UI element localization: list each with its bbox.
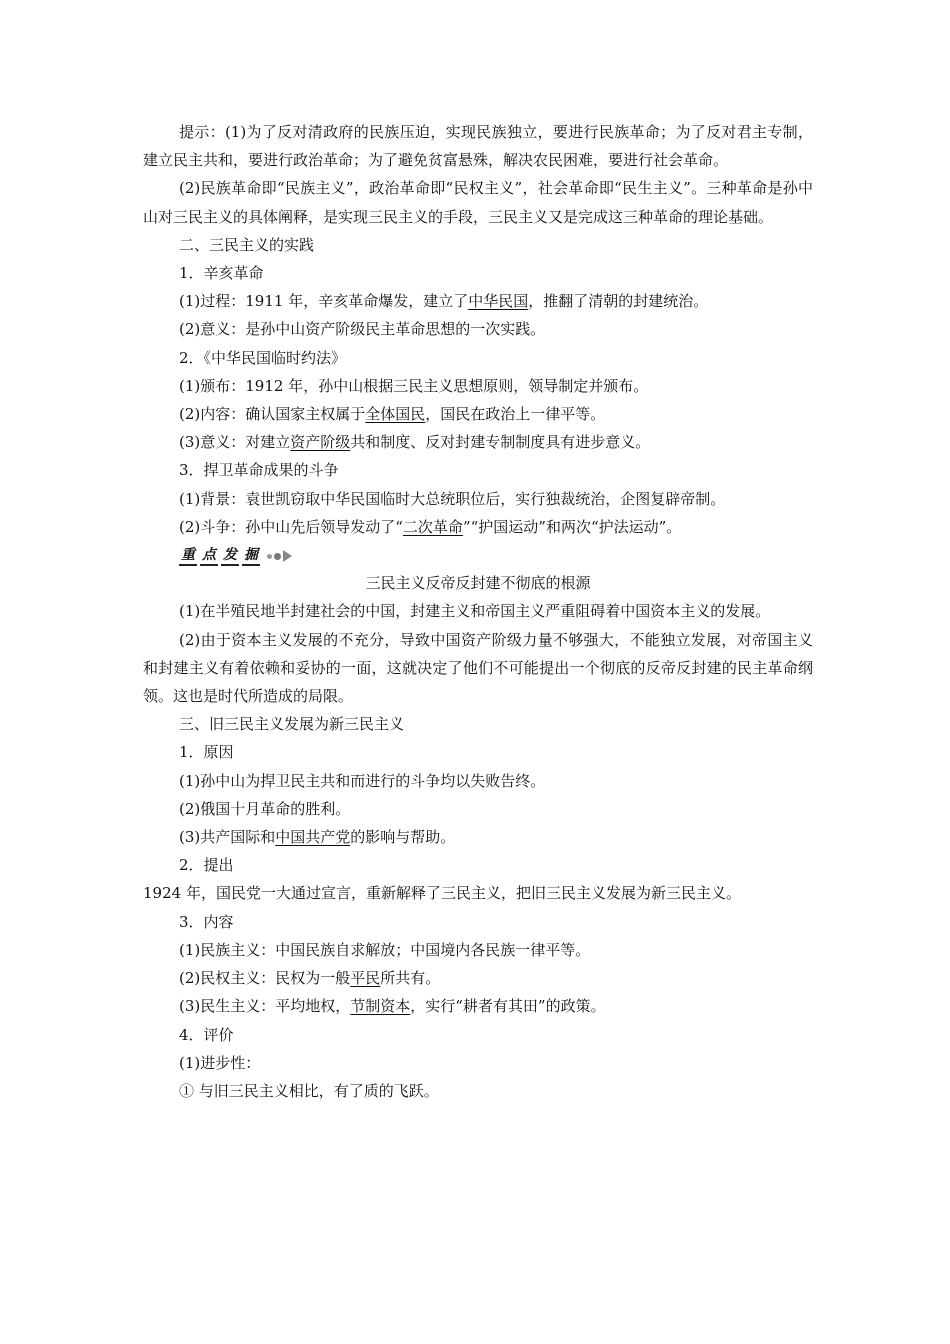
section-heading-3: 三、旧三民主义发展为新三民主义 xyxy=(179,715,405,734)
underlined-term: 全体国民 xyxy=(365,405,426,424)
underlined-term: 中华民国 xyxy=(468,292,529,311)
underlined-term: 节制资本 xyxy=(350,997,411,1016)
badge-char: 发 xyxy=(221,546,239,566)
content-nationalism: (1)民族主义：中国民族自求解放；中国境内各民族一律平等。 xyxy=(179,940,591,959)
underlined-term: 平民 xyxy=(350,969,381,988)
hint-paragraph-1: 提示：(1)为了反对清政府的民族压迫，实现民族独立，要进行民族革命；为了反对君主专制，建立民主共和，要进行政治革命；为了避免贫富悬殊，解决农民困难，要进行社会革命。 xyxy=(143,123,813,170)
content-livelihood: (3)民生主义：平均地权，节制资本，实行“耕者有其田”的政策。 xyxy=(179,997,606,1016)
item-promulgation: (1)颁布：1912 年，孙中山根据三民主义思想原则，领导制定并颁布。 xyxy=(179,376,649,395)
section-heading-2: 二、三民主义的实践 xyxy=(179,235,315,254)
focus-badge xyxy=(143,541,813,569)
item-content: (2)内容：确认国家主权属于全体国民，国民在政治上一律平等。 xyxy=(179,405,606,424)
item-struggle: (2)斗争：孙中山先后领导发动了“二次革命”“护国运动”和两次“护法运动”。 xyxy=(179,517,682,536)
badge-arrow-icon xyxy=(267,550,292,562)
subheading-provisional-constitution: 2．《中华民国临时约法》 xyxy=(179,348,347,367)
item-meaning: (3)意义：对建立资产阶级共和制度、反对封建专制制度具有进步意义。 xyxy=(179,433,651,452)
item-background: (1)背景：袁世凯窃取中华民国临时大总统职位后，实行独裁统治，企图复辟帝制。 xyxy=(179,489,726,508)
underlined-term: 资产阶级 xyxy=(290,433,351,452)
badge-char: 点 xyxy=(200,546,218,566)
reason-2: (2)俄国十月革命的胜利。 xyxy=(179,799,351,818)
item-significance: (2)意义：是孙中山资产阶级民主革命思想的一次实践。 xyxy=(179,320,546,339)
badge-char: 掘 xyxy=(242,546,260,566)
document-page xyxy=(143,118,813,1105)
subheading-xinhai: 1．辛亥革命 xyxy=(179,264,264,283)
subheading-evaluation: 4．评价 xyxy=(179,1025,234,1044)
subheading-defend-revolution: 3．捍卫革命成果的斗争 xyxy=(179,461,339,480)
reason-3: (3)共产国际和中国共产党的影响与帮助。 xyxy=(179,828,456,847)
evaluation-progressive: (1)进步性： xyxy=(179,1053,261,1072)
hint-paragraph-2: (2)民族革命即“民族主义”，政治革命即“民权主义”，社会革命即“民生主义”。三种革命是孙中山对三民主义的具体阐释，是实现三民主义的手段，三民主义又是完成这三种革命的理论基础。 xyxy=(143,179,813,226)
focus-paragraph-2: (2)由于资本主义发展的不充分，导致中国资产阶级力量不够强大，不能独立发展，对帝国主义和封建主义有着依赖和妥协的一面，这就决定了他们不可能提出一个彻底的反帝反封建的民主革命纲领。这也是时代所造成的局限。 xyxy=(143,630,813,706)
content-democracy: (2)民权主义：民权为一般平民所共有。 xyxy=(179,969,441,988)
underlined-term: 中国共产党 xyxy=(275,828,351,847)
reason-1: (1)孙中山为捍卫民主共和而进行的斗争均以失败告终。 xyxy=(179,771,546,790)
subheading-proposal: 2．提出 xyxy=(179,856,234,875)
evaluation-point-1: ① 与旧三民主义相比，有了质的飞跃。 xyxy=(179,1081,439,1100)
subheading-contents: 3．内容 xyxy=(179,912,234,931)
subheading-reasons: 1．原因 xyxy=(179,743,234,762)
badge-char: 重 xyxy=(179,546,197,566)
item-process: (1)过程：1911 年，辛亥革命爆发，建立了中华民国，推翻了清朝的封建统治。 xyxy=(179,292,709,311)
focus-paragraph-1: (1)在半殖民地半封建社会的中国，封建主义和帝国主义严重阻碍着中国资本主义的发展。 xyxy=(179,602,771,621)
proposal-paragraph: 1924 年，国民党一大通过宣言，重新解释了三民主义，把旧三民主义发展为新三民主义。 xyxy=(143,884,741,903)
focus-title: 三民主义反帝反封建不彻底的根源 xyxy=(365,574,591,593)
underlined-term: 二次革命 xyxy=(402,517,463,536)
